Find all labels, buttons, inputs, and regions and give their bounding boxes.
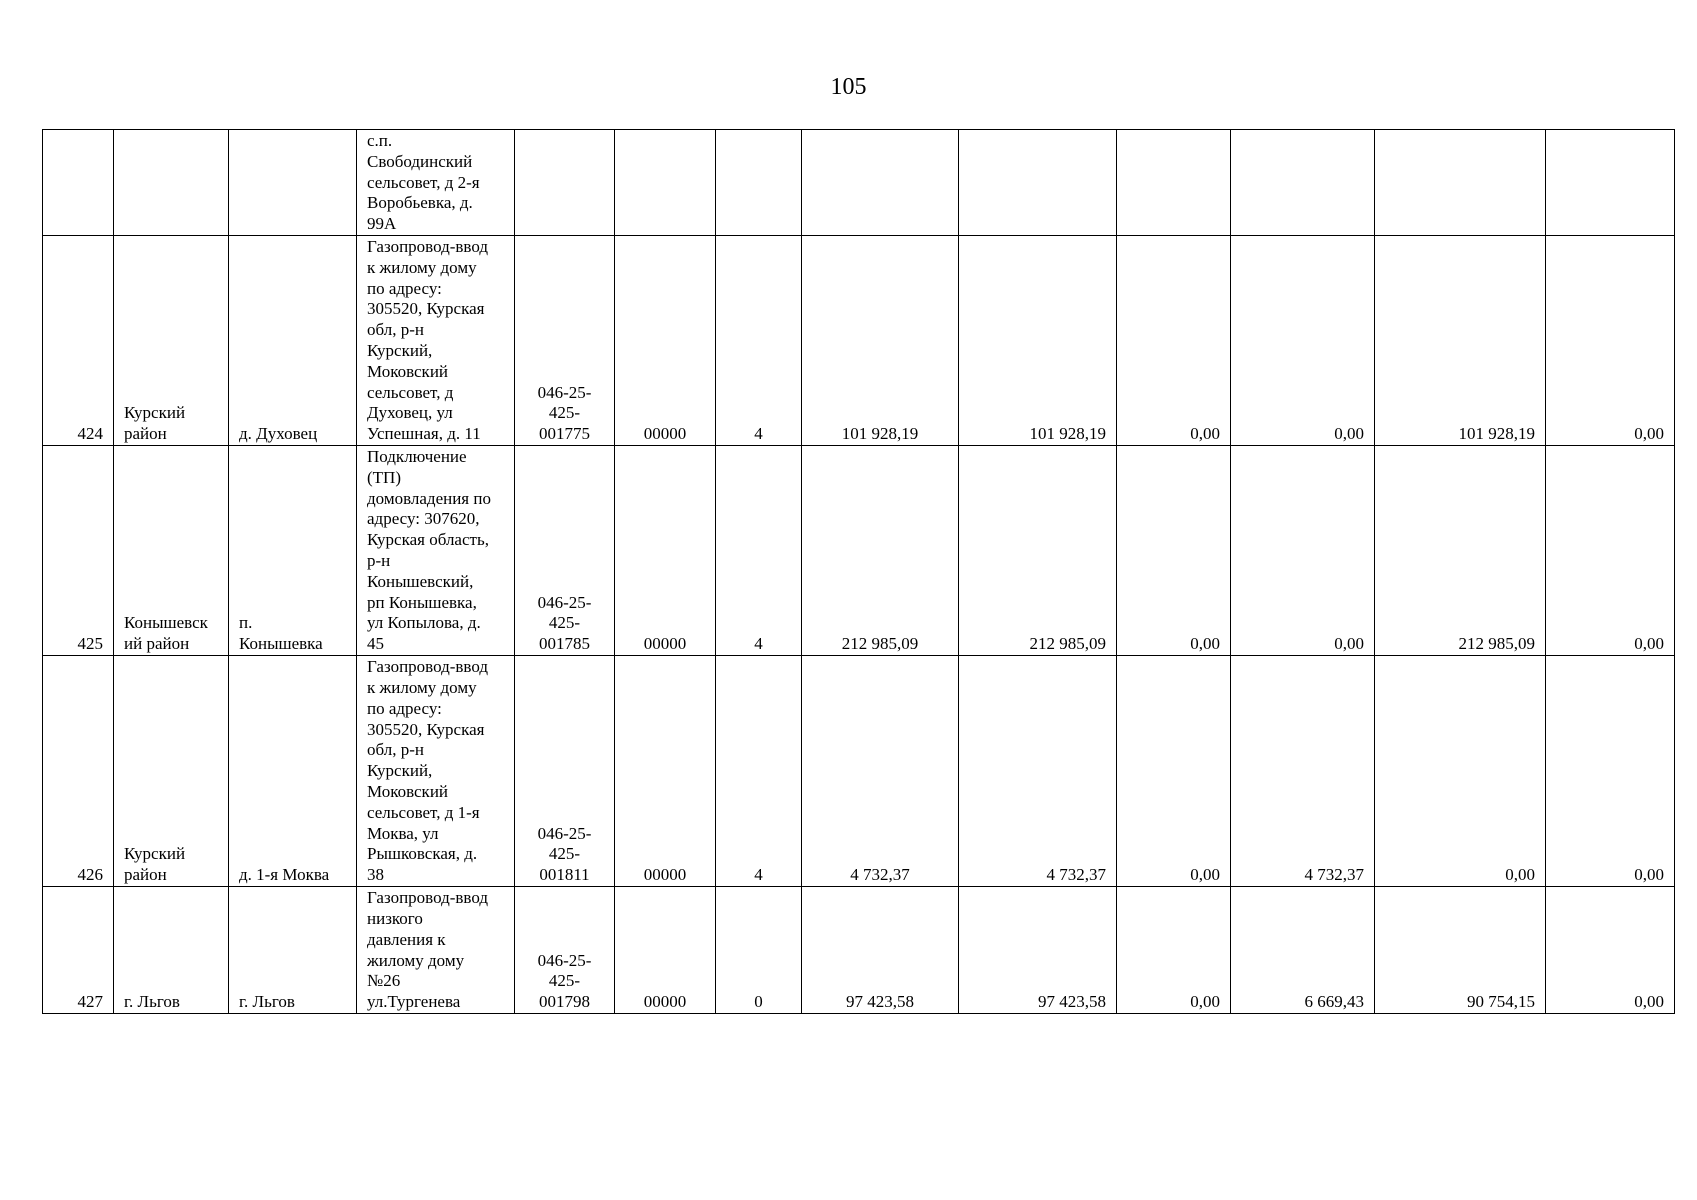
district-cell: Конышевск ий район: [114, 446, 229, 656]
locality-cell: г. Льгов: [229, 887, 357, 1014]
category-cell: 0: [716, 887, 802, 1014]
category-cell: 4: [716, 656, 802, 887]
row-number: 425: [43, 446, 114, 656]
kind-code-cell: 00000: [615, 236, 716, 446]
object-code-cell: [515, 130, 615, 236]
locality-cell: [229, 130, 357, 236]
page-number: 105: [830, 74, 867, 100]
amount-cell-3: 101 928,19: [1375, 236, 1546, 446]
row-number: 424: [43, 236, 114, 446]
financed-total-cell: 4 732,37: [959, 656, 1117, 887]
register-table: [42, 129, 1675, 1014]
amount-cell-1: 0,00: [1117, 236, 1231, 446]
category-cell: 4: [716, 236, 802, 446]
object-description-cell: Подключение (ТП) домовладения по адресу: 307620, Курская область, р-н Конышевский, рп Конышевка, ул Копылова, д. 45: [357, 446, 515, 656]
amount-cell-3: 90 754,15: [1375, 887, 1546, 1014]
amount-cell-4: [1546, 130, 1675, 236]
table-row: [43, 446, 1675, 656]
amount-cell-4: 0,00: [1546, 887, 1675, 1014]
financed-total-cell: 101 928,19: [959, 236, 1117, 446]
table-row: [43, 236, 1675, 446]
table-row: [43, 887, 1675, 1014]
table-row: [43, 656, 1675, 887]
amount-cell-2: 0,00: [1231, 446, 1375, 656]
object-code-cell: 046-25- 425- 001798: [515, 887, 615, 1014]
amount-cell-2: 6 669,43: [1231, 887, 1375, 1014]
total-amount-cell: [802, 130, 959, 236]
financed-total-cell: 97 423,58: [959, 887, 1117, 1014]
object-code-cell: 046-25- 425- 001785: [515, 446, 615, 656]
district-cell: Курский район: [114, 236, 229, 446]
amount-cell-3: [1375, 130, 1546, 236]
district-cell: г. Льгов: [114, 887, 229, 1014]
amount-cell-2: 4 732,37: [1231, 656, 1375, 887]
amount-cell-3: 0,00: [1375, 656, 1546, 887]
amount-cell-4: 0,00: [1546, 236, 1675, 446]
kind-code-cell: 00000: [615, 887, 716, 1014]
kind-code-cell: 00000: [615, 446, 716, 656]
amount-cell-2: [1231, 130, 1375, 236]
amount-cell-4: 0,00: [1546, 656, 1675, 887]
total-amount-cell: 101 928,19: [802, 236, 959, 446]
amount-cell-3: 212 985,09: [1375, 446, 1546, 656]
object-description-cell: Газопровод-ввод к жилому дому по адресу: 305520, Курская обл, р-н Курский, Моковский сельсовет, д Духовец, ул Успешная, д. 11: [357, 236, 515, 446]
category-cell: [716, 130, 802, 236]
amount-cell-1: [1117, 130, 1231, 236]
amount-cell-1: 0,00: [1117, 446, 1231, 656]
total-amount-cell: 4 732,37: [802, 656, 959, 887]
category-cell: 4: [716, 446, 802, 656]
district-cell: Курский район: [114, 656, 229, 887]
row-number: 427: [43, 887, 114, 1014]
amount-cell-1: 0,00: [1117, 656, 1231, 887]
locality-cell: д. 1-я Моква: [229, 656, 357, 887]
object-code-cell: 046-25- 425- 001775: [515, 236, 615, 446]
table-row: [43, 130, 1675, 236]
row-number: [43, 130, 114, 236]
row-number: 426: [43, 656, 114, 887]
amount-cell-2: 0,00: [1231, 236, 1375, 446]
object-description-cell: с.п. Свободинский сельсовет, д 2-я Воробьевка, д. 99А: [357, 130, 515, 236]
object-description-cell: Газопровод-ввод к жилому дому по адресу: 305520, Курская обл, р-н Курский, Моковский сельсовет, д 1-я Моква, ул Рышковская, д. 38: [357, 656, 515, 887]
financed-total-cell: [959, 130, 1117, 236]
kind-code-cell: [615, 130, 716, 236]
total-amount-cell: 97 423,58: [802, 887, 959, 1014]
object-code-cell: 046-25- 425- 001811: [515, 656, 615, 887]
financed-total-cell: 212 985,09: [959, 446, 1117, 656]
locality-cell: д. Духовец: [229, 236, 357, 446]
kind-code-cell: 00000: [615, 656, 716, 887]
amount-cell-1: 0,00: [1117, 887, 1231, 1014]
amount-cell-4: 0,00: [1546, 446, 1675, 656]
district-cell: [114, 130, 229, 236]
object-description-cell: Газопровод-ввод низкого давления к жилому дому №26 ул.Тургенева: [357, 887, 515, 1014]
total-amount-cell: 212 985,09: [802, 446, 959, 656]
locality-cell: п. Конышевка: [229, 446, 357, 656]
